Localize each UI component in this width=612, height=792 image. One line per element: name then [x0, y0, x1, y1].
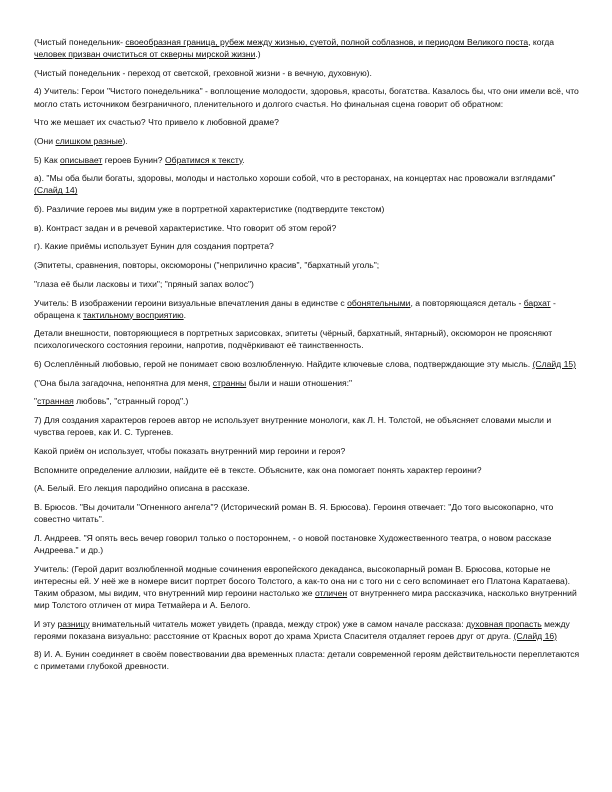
paragraph [34, 445, 582, 457]
paragraph [34, 377, 582, 389]
paragraph [34, 648, 582, 672]
text-run: от внутреннего мира рассказчика, насколько внутренний мир Толстого отличен от мира Тетмайера и А. Белого. [34, 587, 577, 610]
text-run: любовь", "странный город".) [73, 396, 189, 407]
text-run: , а повторяющаяся деталь - [410, 297, 524, 308]
paragraph [34, 259, 582, 271]
text-run: " [34, 396, 38, 407]
underlined-text: обонятельными [347, 297, 411, 308]
paragraph [34, 135, 582, 147]
text-run: г). Какие приёмы использует Бунин для создания портрета? [34, 241, 274, 252]
paragraph [34, 222, 582, 234]
paragraph [34, 563, 582, 611]
text-run: ). [122, 135, 128, 146]
text-run: (Эпитеты, сравнения, повторы, оксюмороны ("неприлично красив", "бархатный уголь"; [34, 260, 380, 271]
paragraph [34, 172, 582, 196]
text-run: Какой приём он использует, чтобы показать внутренний мир героини и героя? [34, 445, 346, 456]
paragraph [34, 395, 582, 407]
text-run: (Чистый понедельник- [34, 37, 126, 47]
text-run: В. Брюсов. "Вы дочитали "Огненного ангела"? (Исторический роман В. Я. Брюсова). Героиня отвечает: "До того высокопарно, что совестно читать". [34, 502, 554, 525]
paragraph [34, 414, 582, 438]
paragraph [34, 327, 582, 351]
paragraph [34, 36, 582, 60]
underlined-text: духовная пропасть [465, 618, 542, 629]
underlined-text: слишком разные [55, 135, 123, 146]
text-run: 5) Как [34, 154, 60, 165]
underlined-text: (Слайд 16) [513, 630, 557, 641]
text-run: Вспомните определение аллюзии, найдите её в тексте. Объясните, как она помогает понять характер героини? [34, 464, 482, 475]
text-run: . [183, 309, 187, 320]
paragraph [34, 618, 582, 642]
text-run: а). "Мы оба были богаты, здоровы, молоды и настолько хороши собой, что в ресторанах, на концертах нас провожали взглядами" [34, 173, 556, 184]
text-run: "глаза её были ласковы и тихи"; "пряный запах волос") [34, 278, 254, 289]
paragraph [34, 278, 582, 290]
text-run: 8) И. А. Бунин соединяет в своём повествовании два временных пласта: детали современной героям действительности переплетаются с приметами глубокой древности. [34, 649, 580, 672]
text-run: Детали внешности, повторяющиеся в портретных зарисовках, эпитеты (чёрный, бархатный, янтарный), оксюморон не проясняют психологического состояния героини, напротив, подчёркивают её таинственность. [34, 328, 553, 351]
text-run: Что же мешает их счастью? Что привело к любовной драме? [34, 117, 279, 128]
text-run: Учитель: (Герой дарит возлюбленной модные сочинения европейского декаданса, высокопарный роман В. Брюсова, которые не интересны ей. У неё же в номере висит портрет босого Толстого, а как-то она ни с того ни с сего вспоминает его Платона Каратаева). Таким образом, мы видим, что внутренний мир героини настолько же [34, 563, 571, 598]
text-run: 6) Ослеплённый любовью, герой не понимает свою возлюбленную. Найдите ключевые слова, подтверждающие эту мысль. [34, 359, 533, 370]
text-run: Учитель: В изображении героини визуальные впечатления даны в единстве с [34, 297, 348, 308]
paragraph [34, 203, 582, 215]
underlined-text: разницу [57, 618, 90, 629]
text-run: героев Бунин? [102, 154, 165, 165]
text-run: Л. Андреев. "Я опять весь вечер говорил только о постороннем, - о новой постановке Художественного театра, о новом рассказе Андреева." и др.) [34, 532, 552, 555]
text-run: , когда [528, 37, 555, 47]
underlined-text: описывает [59, 154, 103, 165]
underlined-text: человек призван очиститься от скверны мирской жизни [34, 49, 256, 60]
text-run: 4) Учитель: Герои "Чистого понедельника" - воплощение молодости, здоровья, красоты, богатства. Казалось бы, что они имели всё, что могло стать источником безграничного, пленительного и долгого счастья. Но финальная сцена говорит об обратном: [34, 86, 579, 109]
text-run: И эту [34, 618, 58, 629]
underlined-text: (Слайд 14) [34, 185, 78, 196]
text-run: ("Она была загадочна, непонятна для меня, [34, 377, 213, 388]
text-run: б). Различие героев мы видим уже в портретной характеристике (подтвердите текстом) [34, 204, 385, 215]
paragraph [34, 67, 582, 79]
text-run: .) [255, 49, 261, 60]
paragraph [34, 532, 582, 556]
text-run: . [242, 154, 245, 165]
document-body [34, 36, 582, 679]
paragraph [34, 240, 582, 252]
paragraph [34, 482, 582, 494]
paragraph [34, 154, 582, 166]
paragraph [34, 85, 582, 109]
text-run: (А. Белый. Его лекция пародийно описана в рассказе. [34, 483, 250, 494]
text-run: в). Контраст задан и в речевой характеристике. Что говорит об этом герой? [34, 222, 337, 233]
underlined-text: (Слайд 15) [532, 359, 576, 370]
text-run: 7) Для создания характеров героев автор не использует внутренние монологи, как Л. Н. Толстой, не объясняет словами мысли и чувства героев, как И. С. Тургенев. [34, 415, 552, 438]
paragraph [34, 297, 582, 321]
text-run: внимательный читатель может увидеть (правда, между строк) уже в самом начале рассказа: [89, 618, 466, 629]
paragraph [34, 116, 582, 128]
underlined-text: отличен [314, 587, 348, 598]
paragraph [34, 501, 582, 525]
text-run: (Чистый понедельник - переход от светской, греховной жизни - в вечную, духовную). [34, 67, 372, 78]
underlined-text: тактильному восприятию [83, 309, 184, 320]
underlined-text: Обратимся к тексту [164, 154, 243, 165]
underlined-text: своеобразная граница, рубеж между жизнью, суетой, полной соблазнов, и периодом Великого поста [125, 37, 529, 47]
underlined-text: бархат [523, 297, 551, 308]
paragraph [34, 464, 582, 476]
text-run: между героями показана визуально: расстояние от Красных ворот до храма Христа Спасителя отдаляет героев друг от друга. [34, 618, 570, 641]
underlined-text: странны [212, 377, 247, 388]
underlined-text: странная [37, 396, 74, 407]
paragraph [34, 358, 582, 370]
text-run: - обращена к [34, 297, 556, 320]
text-run: (Они [34, 135, 56, 146]
text-run: были и наши отношения:" [246, 377, 353, 388]
